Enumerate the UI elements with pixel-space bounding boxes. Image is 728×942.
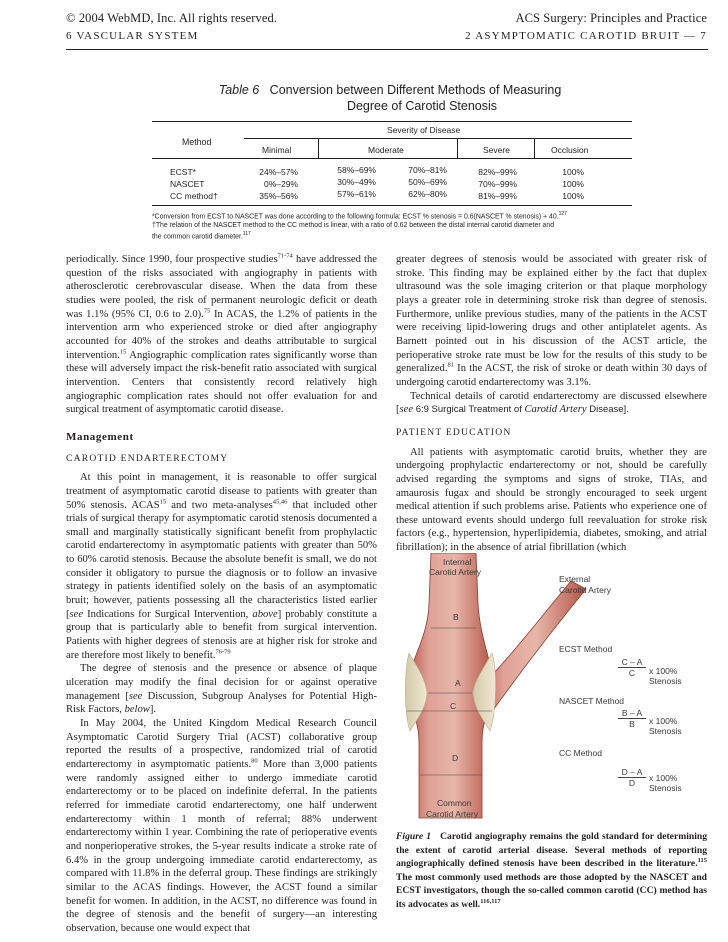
cc-title: CC Method [559, 748, 602, 758]
external-label-1: External [559, 574, 591, 584]
cc-suffix: x 100% Stenosis [649, 773, 682, 793]
method-ecst: ECST* [170, 167, 196, 177]
col-moderate: Moderate [368, 145, 404, 155]
citation: 15 [159, 497, 167, 505]
footnote-text: *Conversion from ECST to NASCET was done according to the following formula: ECST % stenosis = 0.6(NASCET % stenosis) + 40. [152, 213, 559, 221]
numerator: D – A [618, 767, 646, 778]
ecst-fraction [618, 657, 646, 678]
label-d: D [452, 753, 459, 763]
footnote-ref: 117 [242, 231, 251, 238]
paragraph [396, 390, 707, 417]
citation: 75 [203, 307, 211, 315]
text: see [399, 404, 414, 416]
nascet-fraction [618, 708, 646, 729]
text: that included other trials of surgical therapy for asymptomatic carotid stenosis documented a small and marginally statistically significant benefit from prophylactic carotid endarterectomy in asymptomatic patients with greater than 50% to 60% carotid stenosis. Because the absolute benefit is small, we do not consider it obligatory to pursue the diagnosis or to follow an invasive strategy in patients identified solely on the basis of an asymptomatic bruit; however, patients possessing all the characteristics listed earlier [ [66, 499, 378, 620]
table-cell: 30%–49% [337, 177, 376, 187]
footnote-text: †The relation of the NASCET method to the CC method is linear, with a ratio of 0.62 between the distal internal carotid diameter and [152, 222, 555, 230]
table-cell: 50%–69% [408, 177, 447, 187]
severity-header: Severity of Disease [387, 125, 461, 135]
table-cell: 100% [562, 191, 584, 201]
denominator: C [628, 668, 636, 678]
table-bottom-rule [152, 205, 632, 206]
footnote-text: the common carotid diameter. [152, 233, 243, 241]
denominator: B [629, 719, 635, 729]
method-cc: CC method† [170, 191, 218, 201]
severe-cell [475, 166, 517, 202]
table-cell: 35%–56% [259, 191, 298, 201]
text: In the ACST, the risk of stroke or death within 30 days of undergoing carotid endarterectomy was 3.1%. [396, 363, 707, 388]
table-footnotes [152, 210, 632, 242]
table-cell: 70%–81% [408, 165, 447, 175]
figure-caption [396, 830, 707, 911]
text: Discussion, Subgroup Analyses for Potential High-Risk Factors, [66, 690, 377, 716]
section-heading: Management [66, 430, 134, 443]
label-c: C [450, 701, 457, 711]
text: greater degrees of stenosis would be associated with greater risk of stroke. This finding may be explained either by the fact that duplex ultrasound was the sole imaging criterion or that plaque morphology plays a greater role in determining stroke risk than degree of stenosis. Furthermore, unlike previous studies, many of the patients in the ACST were receiving lipid-lowering drugs and other antiplatelet agents. As Barnett pointed out in his discussion of the ACST article, the perioperative stroke rate must be low for the results of this study to be generalized. [396, 254, 707, 375]
col-sep [457, 138, 458, 158]
table-caption [150, 82, 630, 114]
methods-cell [170, 166, 218, 202]
text: ]. [149, 704, 157, 716]
ecst-title: ECST Method [559, 644, 613, 654]
method-header: Method [182, 137, 212, 147]
text: Angiographic complication rates significantly worse than these will adversely impact the risk-benefit ratio associated with surgical intervention. Centers that consistently record relatively high angiographic complication rates should not offer evaluation for and surgical treatment of asymptomatic carotid disease. [66, 349, 377, 416]
text: Disease]. [586, 404, 629, 416]
external-label-2: Carotid Artery [559, 585, 611, 595]
subsection-heading: CAROTID ENDARTERECTOMY [66, 452, 229, 464]
paragraph [66, 717, 377, 936]
table-cell: 82%–99% [478, 167, 517, 177]
citation: 15 [119, 348, 127, 356]
table-cell: 70%–99% [478, 179, 517, 189]
text: periodically. Since 1990, four prospective studies [66, 254, 278, 265]
text: Carotid Artery [524, 404, 587, 416]
text: and two meta-analyses [166, 499, 273, 511]
text: In May 2004, the United Kingdom Medical Research Council Asymptomatic Carotid Surgery Trial (ACST) collaborative group reported the results of a prospective, randomized trial of carotid endarterectomy in asymptomatic patients. [66, 718, 377, 770]
table-cell: 100% [562, 167, 584, 177]
common-label-2: Carotid Artery [426, 809, 478, 819]
text: All patients with asymptomatic carotid bruits, whether they are undergoing prophylactic endarterectomy or not, should be carefully advised regarding the symptoms and signs of stroke, TIAs, and amaurosis fugax and should be strongly encouraged to seek urgent medical attention if such problems arise. Patients who experience one of these untoward events should undergo full reevaluation for stroke risk factors (e.g., hypertension, hyperlipidemia, diabetes, smoking, and atrial fibrillation); in the absence of atrial fibrillation (which [396, 446, 707, 554]
col-occlusion: Occlusion [551, 145, 589, 155]
citation: 116,117 [480, 897, 501, 905]
footnote-ref: 127 [558, 211, 567, 217]
text: 6:9 Surgical Treatment of [413, 404, 525, 416]
moderate-a-cell [334, 164, 376, 200]
right-column [396, 253, 707, 555]
method-nascet: NASCET [170, 179, 205, 189]
table-cell: 62%–80% [408, 189, 447, 199]
table-title-line1: Conversion between Different Methods of Measuring [269, 83, 562, 97]
nascet-suffix: x 100% Stenosis [649, 716, 682, 736]
table-label: Table 6 [218, 83, 260, 97]
label-b: B [453, 612, 459, 622]
table-6 [152, 121, 632, 221]
figure-1 [396, 553, 708, 823]
book-title: ACS Surgery: Principles and Practice [515, 11, 707, 25]
text: More than 3,000 patients were randomly assigned either to undergo immediate carotid endarterectomy or to be placed on indefinite deferral. In the patients referred for immediate carotid endarterectomy, one half underwent endarterectomy within 1 month of referral; 88% underwent endarterectomy within 1 year. Combining the rate of perioperative events and nonperioperative strokes, the 5-year results indicate a stroke rate of 6.4% in the group undergoing immediate carotid endarterectomy, as compared with 11.8% in the deferral group. These findings are strikingly similar to the ACAS findings. However, the ACST found a similar benefit for women. In addition, in the ACST, no difference was found in the degree of stenosis and the benefit of surgery—an interesting observation, because one would expect that [66, 758, 377, 934]
table-top-rule [152, 121, 632, 122]
caption-text: The most commonly used methods are those adopted by the NASCET and ECST investigators, though the so-called common carotid (CC) method has its advocates as well. [396, 871, 707, 910]
citation: 81 [447, 361, 454, 369]
chapter-section: 6 VASCULAR SYSTEM [66, 30, 199, 42]
citation: 76-79 [215, 648, 231, 656]
table-cell: 100% [562, 179, 584, 189]
col-sep [534, 138, 535, 158]
text: see [128, 690, 143, 702]
table-footnote-2 [152, 221, 632, 241]
citation: 115 [697, 856, 707, 864]
moderate-b-cell [405, 164, 447, 200]
citation: 45,46 [272, 497, 288, 505]
text: Indications for Surgical Intervention, [83, 608, 253, 620]
citation: 80 [251, 757, 258, 765]
table-head-rule [152, 158, 632, 159]
header-rule [66, 49, 708, 50]
col-severe: Severe [483, 145, 510, 155]
paragraph [396, 253, 707, 390]
running-head: 2 ASYMPTOMATIC CAROTID BRUIT — 7 [465, 30, 707, 42]
table-cell: 0%–29% [263, 179, 298, 189]
label-a: A [455, 678, 461, 688]
denominator: D [628, 778, 636, 788]
paragraph [66, 662, 377, 717]
text: At this point in management, it is reasonable to offer surgical treatment of asymptomatic carotid disease to patients with greater than 50% stenosis. ACAS [66, 472, 377, 511]
col-minimal: Minimal [262, 145, 292, 155]
table-cell: 57%–61% [337, 189, 376, 199]
caption-text: Carotid angiography remains the gold standard for determining the extent of carotid arterial disease. Several methods of reporting angiographically defined stenosis have been described in the literature. [396, 831, 707, 869]
text: see [69, 608, 84, 620]
paragraph [66, 471, 377, 662]
text: have addressed the question of the risks associated with angiography in patients with atherosclerotic cerebrovascular disease. When the data from these studies were pooled, the risk of permanent neurologic deficit or death was 1.1% (95% CI, 0.6 to 2.0). [66, 254, 378, 320]
paragraph [396, 446, 707, 555]
citation: 71-74 [277, 252, 293, 260]
left-column [66, 253, 377, 936]
caption-label: Figure 1 [396, 831, 432, 842]
minimal-cell [256, 166, 298, 202]
table-cell: 58%–69% [337, 165, 376, 175]
table-footnote-1 [152, 210, 632, 221]
table-cell: 81%–99% [478, 191, 517, 201]
nascet-title: NASCET Method [559, 696, 625, 706]
common-label-1: Common [437, 798, 472, 808]
cc-fraction [618, 767, 646, 788]
occlusion-cell [550, 166, 584, 202]
internal-label-1: Internal [443, 557, 472, 567]
copyright-notice: © 2004 WebMD, Inc. All rights reserved. [66, 11, 278, 25]
text: The degree of stenosis and the presence or absence of plaque ulceration may modify the final decision for or against operative management [ [66, 663, 377, 702]
text: above [252, 608, 278, 620]
numerator: C – A [618, 657, 646, 668]
text: ] probably constitute a group that is particularly able to benefit from surgical intervention. Patients with higher degrees of stenosis are at higher risk for stroke and are therefore most likely to benefit. [66, 608, 378, 661]
numerator: B – A [618, 708, 646, 719]
col-sep [318, 138, 319, 158]
text: Technical details of carotid endarterectomy are discussed elsewhere [ [396, 390, 707, 416]
table-title-line2: Degree of Carotid Stenosis [346, 99, 498, 113]
internal-label-2: Carotid Artery [429, 567, 481, 577]
paragraph [66, 253, 377, 417]
subsection-heading: PATIENT EDUCATION [396, 426, 512, 438]
severity-rule [244, 138, 632, 139]
text: below [124, 704, 150, 716]
ecst-suffix: x 100% Stenosis [649, 666, 682, 686]
text: In ACAS, the 1.2% of patients in the intervention arm who experienced stroke or died after angiography accounted for 40% of the strokes and deaths attributable to surgical intervention. [66, 308, 377, 361]
table-cell: 24%–57% [259, 167, 298, 177]
